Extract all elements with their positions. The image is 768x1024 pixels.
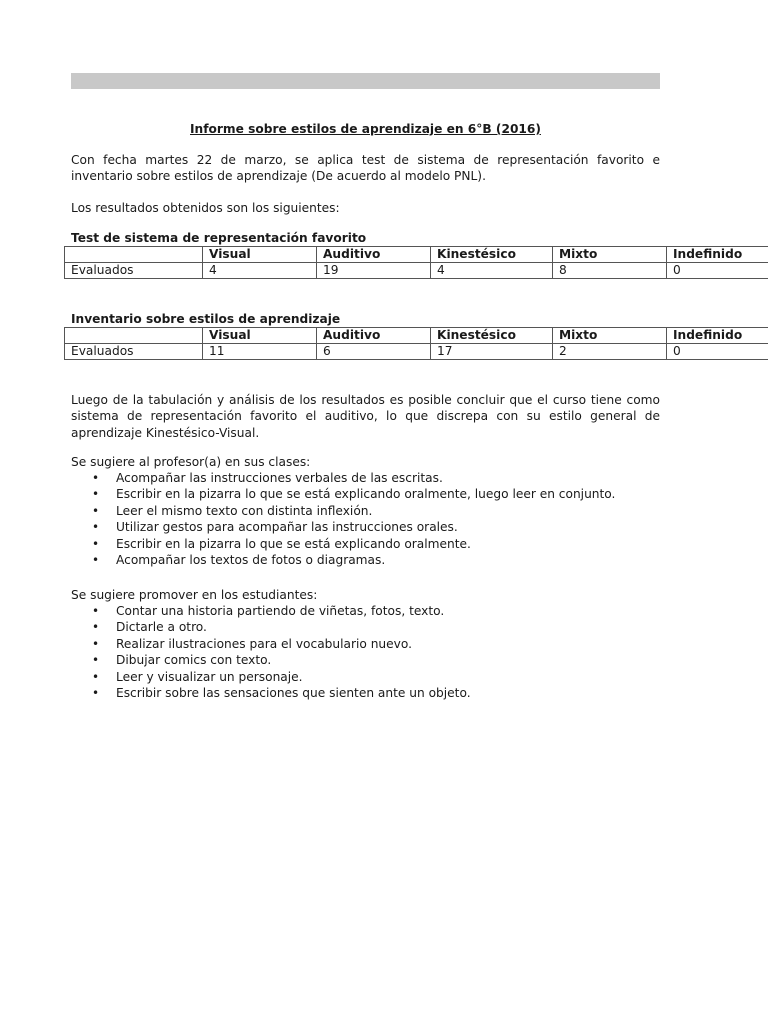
table-header-row	[65, 247, 768, 263]
list-item	[71, 503, 711, 519]
list-item	[71, 636, 711, 652]
header-cell: Indefinido	[667, 247, 768, 263]
list-item-text: Acompañar los textos de fotos o diagramas.	[116, 553, 386, 568]
header-cell: Kinestésico	[431, 328, 553, 344]
table-row	[65, 263, 768, 279]
intro-paragraph: Con fecha martes 22 de marzo, se aplica test de sistema de representación favorito e inventario sobre estilos de aprendizaje (De acuerdo al modelo PNL).	[71, 153, 660, 184]
header-cell: Kinestésico	[431, 247, 553, 263]
table-cell: Evaluados	[65, 344, 203, 360]
table-cell: Evaluados	[65, 263, 203, 279]
table-cell: 19	[317, 263, 431, 279]
list-item-text: Utilizar gestos para acompañar las instrucciones orales.	[116, 520, 458, 535]
bullet-icon: •	[92, 653, 100, 668]
header-cell: Auditivo	[317, 328, 431, 344]
list-item	[71, 652, 711, 668]
bullet-icon: •	[92, 636, 100, 651]
bullet-icon: •	[92, 620, 100, 635]
header-cell: Visual	[203, 247, 317, 263]
list-item-text: Acompañar las instrucciones verbales de las escritas.	[116, 471, 443, 485]
bullet-icon: •	[92, 686, 100, 701]
list-item-text: Leer el mismo texto con distinta inflexión.	[116, 503, 373, 518]
table1-title: Test de sistema de representación favorito	[71, 231, 367, 245]
header-cell	[65, 328, 203, 344]
table-row	[65, 344, 768, 360]
table-cell: 8	[553, 263, 667, 279]
list-item-text: Escribir en la pizarra lo que se está explicando oralmente.	[116, 536, 471, 551]
list-item	[71, 536, 711, 552]
report-title: Informe sobre estilos de aprendizaje en 6°B (2016)	[190, 122, 541, 136]
list-item-text: Escribir en la pizarra lo que se está explicando oralmente, luego leer en conjunto.	[116, 487, 616, 502]
bullet-icon: •	[92, 471, 100, 485]
table-cell: 0	[667, 344, 768, 360]
bullet-icon: •	[92, 487, 100, 502]
conclusion-paragraph: Luego de la tabulación y análisis de los resultados es posible concluir que el curso tiene como sistema de representación favorito el auditivo, lo que discrepa con su estilo general de aprendizaje Kinestésico-Visual.	[71, 393, 660, 440]
list-item-text: Contar una historia partiendo de viñetas, fotos, texto.	[116, 604, 445, 618]
table-cell: 4	[431, 263, 553, 279]
teacher-suggestions-intro: Se sugiere al profesor(a) en sus clases:	[71, 455, 311, 469]
learning-styles-table	[64, 327, 768, 360]
list-item	[71, 470, 711, 486]
bullet-icon: •	[92, 604, 100, 618]
list-item	[71, 603, 711, 619]
list-item	[71, 619, 711, 635]
header-cell	[65, 247, 203, 263]
table2-title: Inventario sobre estilos de aprendizaje	[71, 312, 341, 326]
list-item-text: Realizar ilustraciones para el vocabulario nuevo.	[116, 636, 412, 651]
bullet-icon: •	[92, 669, 100, 684]
header-cell: Mixto	[553, 247, 667, 263]
list-item	[71, 486, 711, 502]
list-item-text: Leer y visualizar un personaje.	[116, 669, 303, 684]
representation-table	[64, 246, 768, 279]
student-suggestions-list	[71, 603, 711, 701]
list-item	[71, 552, 711, 568]
list-item	[71, 669, 711, 685]
table-cell: 17	[431, 344, 553, 360]
list-item-text: Dictarle a otro.	[116, 620, 207, 635]
header-cell: Auditivo	[317, 247, 431, 263]
table-cell: 11	[203, 344, 317, 360]
list-item-text: Escribir sobre las sensaciones que sienten ante un objeto.	[116, 686, 471, 701]
list-item	[71, 519, 711, 535]
results-intro: Los resultados obtenidos son los siguientes:	[71, 201, 340, 215]
header-cell: Mixto	[553, 328, 667, 344]
teacher-suggestions-list	[71, 470, 711, 568]
table-header-row	[65, 328, 768, 344]
table-cell: 2	[553, 344, 667, 360]
table-cell: 0	[667, 263, 768, 279]
table-cell: 6	[317, 344, 431, 360]
header-cell: Visual	[203, 328, 317, 344]
bullet-icon: •	[92, 520, 100, 535]
bullet-icon: •	[92, 503, 100, 518]
table-cell: 4	[203, 263, 317, 279]
bullet-icon: •	[92, 553, 100, 568]
student-suggestions-intro: Se sugiere promover en los estudiantes:	[71, 588, 318, 602]
bullet-icon: •	[92, 536, 100, 551]
list-item	[71, 685, 711, 701]
list-item-text: Dibujar comics con texto.	[116, 653, 272, 668]
header-bar	[71, 73, 660, 89]
header-cell: Indefinido	[667, 328, 768, 344]
